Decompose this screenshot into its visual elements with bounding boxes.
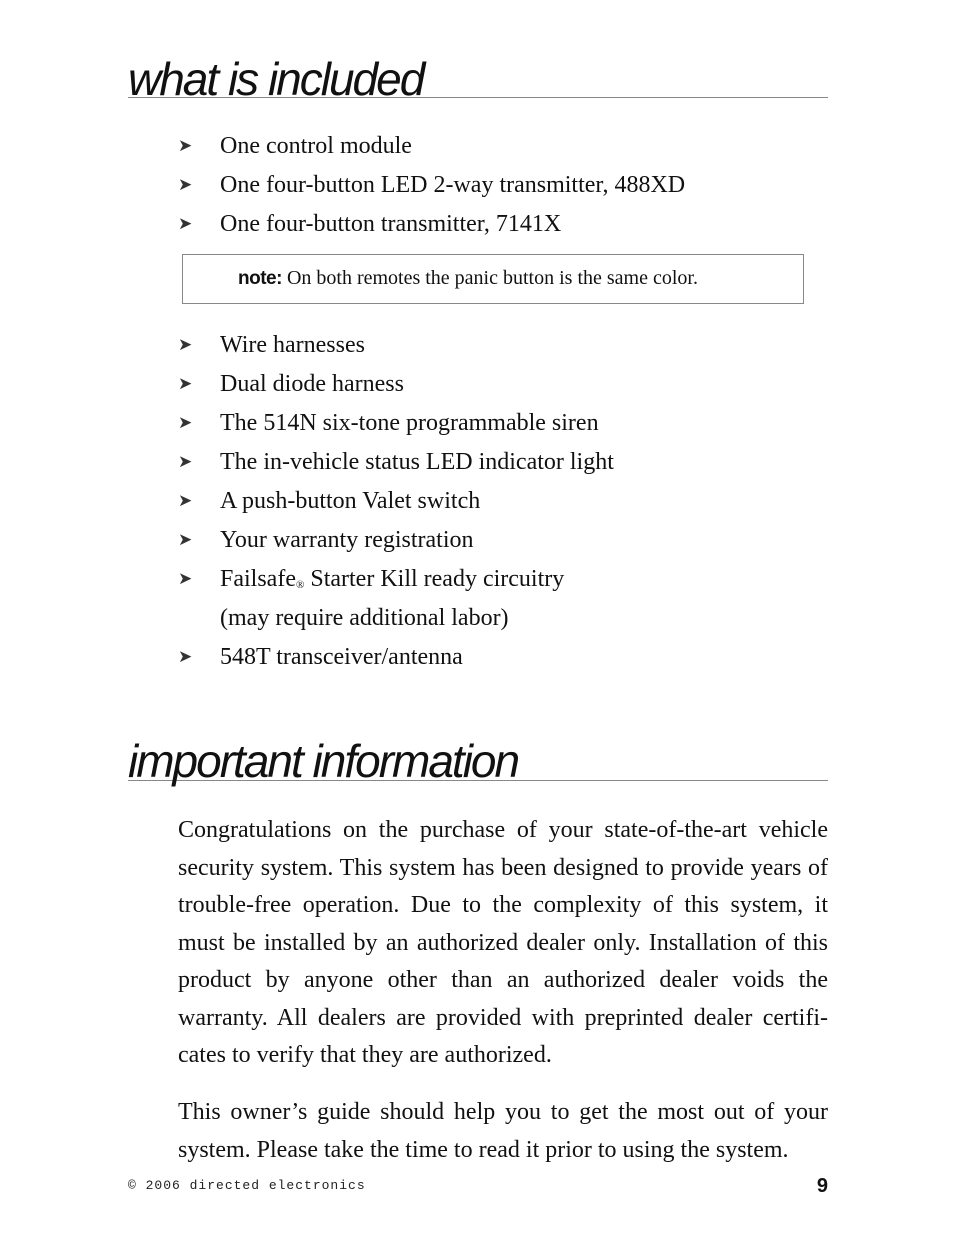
included-items-list-continued — [178, 326, 828, 677]
list-item-failsafe: ➤ Failsafe® Starter Kill ready circuitry (may require additional labor) — [178, 560, 828, 638]
list-item: ➤ One control module — [178, 127, 828, 166]
arrow-bullet-icon: ➤ — [178, 647, 193, 667]
arrow-bullet-icon: ➤ — [178, 374, 193, 394]
arrow-bullet-icon: ➤ — [178, 491, 193, 511]
note-text: On both remotes the panic button is the same color. — [286, 267, 698, 289]
arrow-bullet-icon: ➤ — [178, 136, 193, 156]
included-items-list — [178, 127, 828, 244]
section-heading-what-is-included: what is included — [128, 56, 828, 98]
list-item: ➤ 548T transceiver/antenna — [178, 638, 828, 677]
arrow-bullet-icon: ➤ — [178, 175, 193, 195]
arrow-bullet-icon: ➤ — [178, 452, 193, 472]
list-item: ➤ One four-button LED 2-way transmitter, 488XD — [178, 166, 828, 205]
section-heading-important-information: important information — [128, 738, 828, 781]
arrow-bullet-icon: ➤ — [178, 569, 193, 589]
copyright-footer: © 2006 directed electronics — [128, 1178, 366, 1193]
list-item: ➤ Your warranty registration — [178, 521, 828, 560]
arrow-bullet-icon: ➤ — [178, 335, 193, 355]
note-box — [182, 254, 804, 304]
list-item: ➤ The 514N six-tone programmable siren — [178, 404, 828, 443]
arrow-bullet-icon: ➤ — [178, 530, 193, 550]
page-number: 9 — [816, 1175, 828, 1197]
paragraph-congratulations: Congratulations on the purchase of your state-of-the-art vehicle security system. This system has been designed to provide years of trouble-free operation. Due to the complexity of this system, it must be installed by an authorized dealer only. Installation of this product by anyone other than an authorized dealer voids the warranty. All dealers are provided with preprinted dealer certificates to verify that they are authorized. — [178, 817, 828, 1068]
note-label: note: — [238, 268, 282, 289]
arrow-bullet-icon: ➤ — [178, 214, 193, 234]
list-item: ➤ One four-button transmitter, 7141X — [178, 205, 828, 244]
arrow-bullet-icon: ➤ — [178, 413, 193, 433]
failsafe-note: (may require additional labor) — [220, 605, 509, 631]
paragraph-owners-guide: This owner’s guide should help you to get the most out of your system. Please take the time to read it prior to using the system. — [178, 1099, 828, 1163]
list-item: ➤ Dual diode harness — [178, 365, 828, 404]
registered-mark: ® — [295, 579, 305, 591]
list-item: ➤ Wire harnesses — [178, 326, 828, 365]
list-item: ➤ The in-vehicle status LED indicator light — [178, 443, 828, 482]
list-item: ➤ A push-button Valet switch — [178, 482, 828, 521]
